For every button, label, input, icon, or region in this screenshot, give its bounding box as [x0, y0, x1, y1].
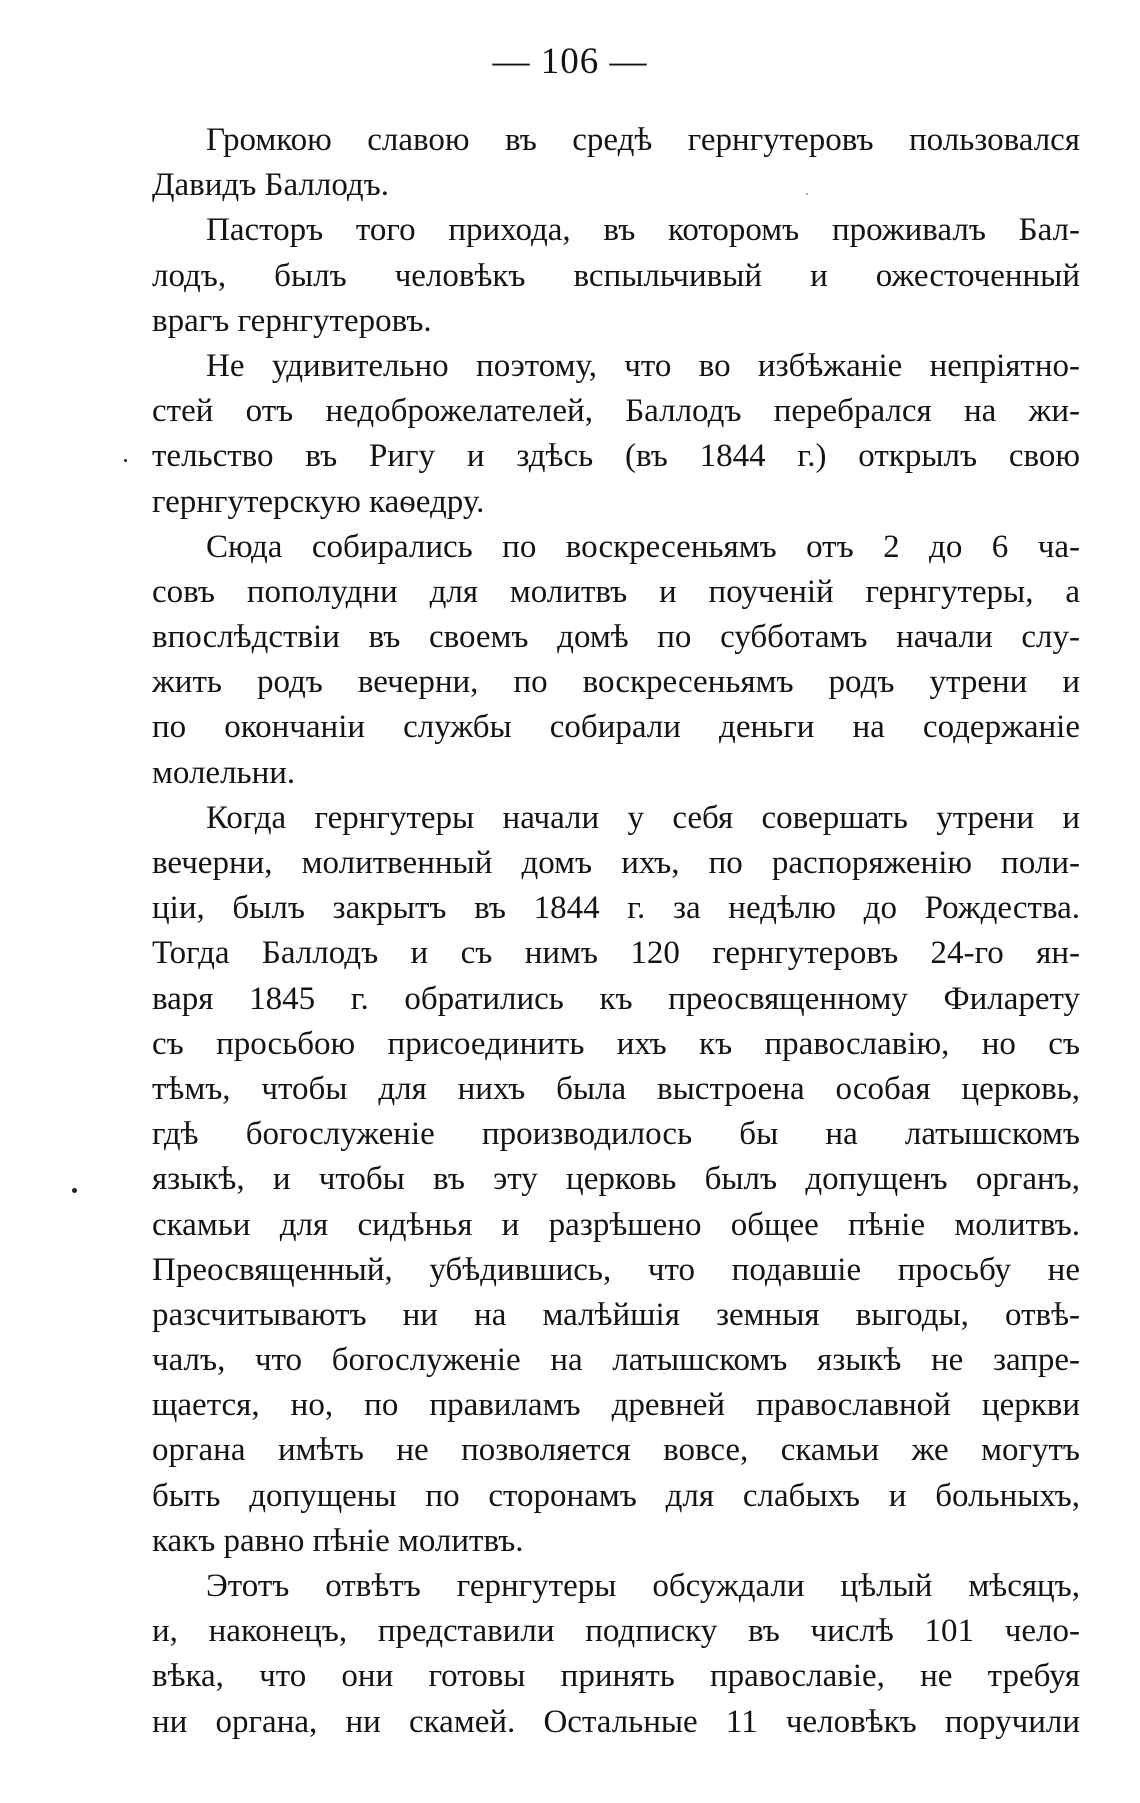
- paragraph: [152, 208, 1080, 344]
- text-line: Сюда собирались по воскресеньямъ отъ 2 до 6 ча-: [206, 528, 1080, 565]
- text-line: Не удивительно поэтому, что во избѣжаніе непріятно-: [206, 347, 1080, 384]
- text-line: жить родъ вечерни, по воскресеньямъ родъ утрени и: [152, 664, 1080, 701]
- page-number: — 106 —: [492, 41, 648, 82]
- text-line: ни органа, ни скамей. Остальные 11 человѣкъ поручили: [152, 1703, 1080, 1740]
- text-line: по окончаніи службы собирали деньги на содержаніе: [152, 709, 1080, 746]
- text-line: ціи, былъ закрытъ въ 1844 г. за недѣлю до Рождества.: [152, 890, 1080, 927]
- text-line: щается, но, по правиламъ древней православной церкви: [152, 1387, 1080, 1424]
- text-line: молельни.: [152, 754, 296, 791]
- text-line: гдѣ богослуженіе производилось бы на латышскомъ: [152, 1116, 1080, 1153]
- body-text: [152, 118, 1080, 1745]
- text-line: Этотъ отвѣтъ гернгутеры обсуждали цѣлый мѣсяцъ,: [206, 1568, 1080, 1604]
- text-line: гернгутерскую каѳедру.: [152, 483, 485, 520]
- text-line: какъ равно пѣніе молитвъ.: [152, 1522, 524, 1559]
- text-line: впослѣдствіи въ своемъ домѣ по субботамъ начали слу-: [152, 619, 1080, 656]
- paragraph: [152, 344, 1080, 525]
- text-line: тѣмъ, чтобы для нихъ была выстроена особая церковь,: [152, 1070, 1080, 1107]
- text-line: вечерни, молитвенный домъ ихъ, по распоряженію поли-: [152, 845, 1080, 881]
- text-line: варя 1845 г. обратились къ преосвященному Филарету: [152, 980, 1080, 1017]
- text-line: Тогда Баллодъ и съ нимъ 120 гернгутеровъ 24-го ян-: [152, 935, 1080, 972]
- print-speck: [72, 1188, 77, 1193]
- text-line: стей отъ недоброжелателей, Баллодъ перебрался на жи-: [152, 393, 1080, 430]
- text-line: лодъ, былъ человѣкъ вспыльчивый и ожесточенный: [152, 257, 1080, 294]
- text-line: Преосвященный, убѣдившись, что подавшіе просьбу не: [152, 1251, 1080, 1288]
- text-line: тельство въ Ригу и здѣсь (въ 1844 г.) открылъ свою: [152, 438, 1080, 475]
- text-line: и, наконецъ, представили подписку въ числѣ 101 чело-: [152, 1613, 1080, 1650]
- text-line: быть допущены по сторонамъ для слабыхъ и больныхъ,: [152, 1477, 1080, 1514]
- paragraph: [152, 525, 1080, 796]
- text-line: органа имѣть не позволяется вовсе, скамьи же могутъ: [152, 1432, 1080, 1469]
- text-line: Когда гернгутеры начали у себя совершать утрени и: [206, 799, 1080, 836]
- paragraph: [152, 1564, 1080, 1745]
- text-line: разсчитываютъ ни на малѣйшія земныя выгоды, отвѣ-: [152, 1296, 1080, 1333]
- text-line: съ просьбою присоединить ихъ къ православію, но съ: [152, 1025, 1080, 1062]
- print-speck: [124, 459, 127, 462]
- text-line: вѣка, что они готовы принять православіе, не требуя: [152, 1658, 1080, 1695]
- text-line: языкѣ, и чтобы въ эту церковь былъ допущенъ органъ,: [152, 1161, 1080, 1198]
- text-line: врагъ гернгутеровъ.: [152, 302, 432, 339]
- text-line: Громкою славою въ средѣ гернгутеровъ пользовался: [206, 122, 1080, 158]
- text-line: чалъ, что богослуженіе на латышскомъ языкѣ не запре-: [152, 1342, 1080, 1379]
- text-line: Давидъ Баллодъ.: [152, 167, 389, 204]
- text-line: скамьи для сидѣнья и разрѣшено общее пѣніе молитвъ.: [152, 1206, 1080, 1243]
- text-line: Пасторъ того прихода, въ которомъ проживалъ Бал-: [206, 212, 1080, 249]
- text-line: совъ пополудни для молитвъ и поученій гернгутеры, а: [152, 573, 1080, 610]
- paragraph: [152, 118, 1080, 208]
- paragraph: [152, 796, 1080, 1564]
